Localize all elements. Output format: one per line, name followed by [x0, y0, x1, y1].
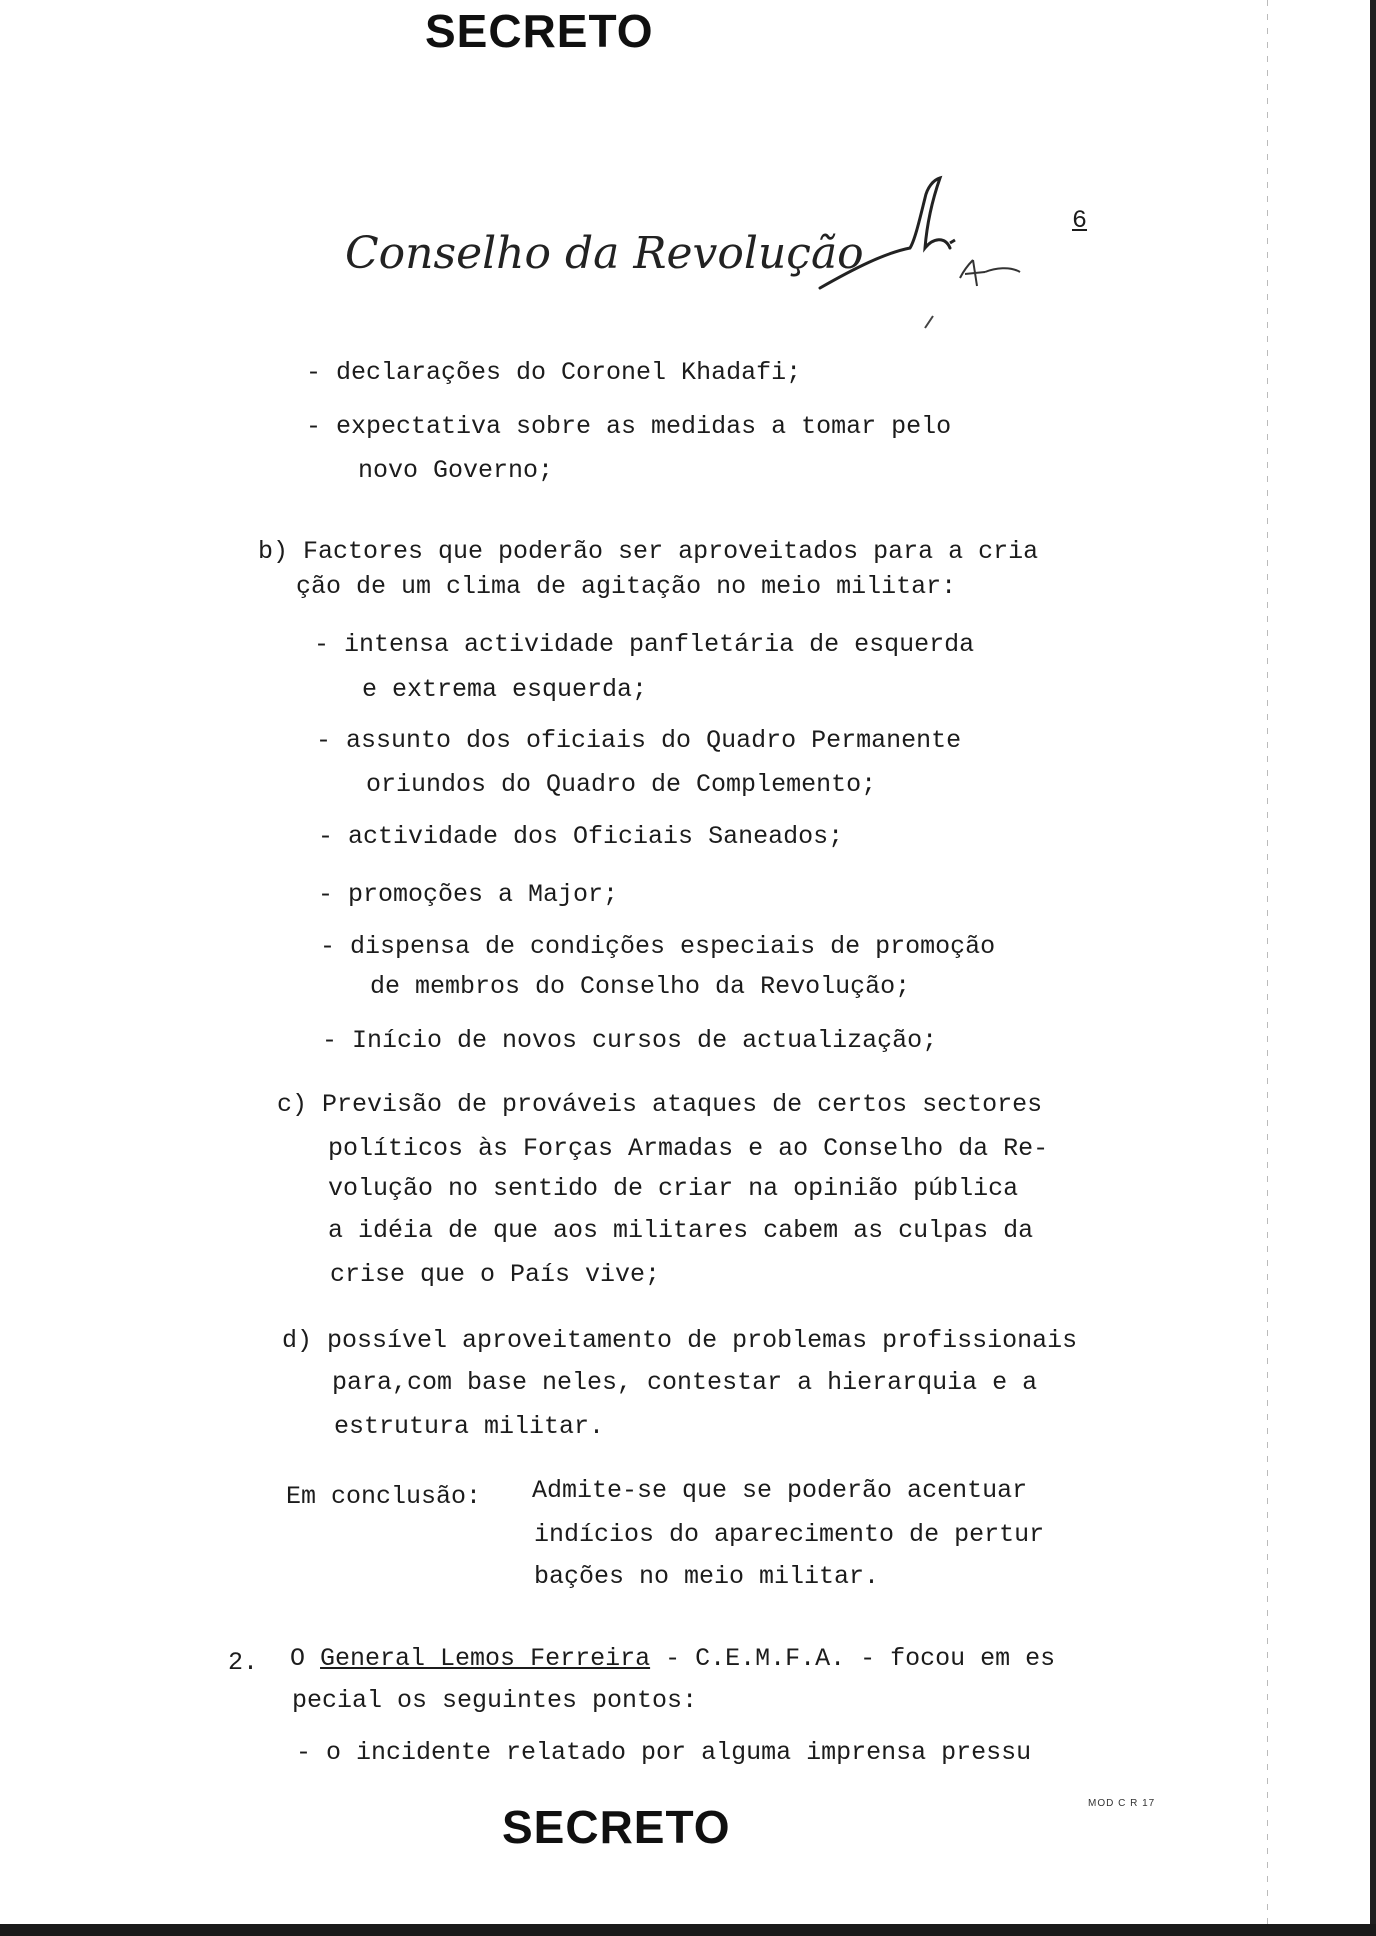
section-b-heading-cont: ção de um clima de agitação no meio militar:	[296, 572, 957, 601]
bullet-item: - promoções a Major;	[318, 880, 619, 909]
conclusion-label: Em conclusão:	[286, 1482, 482, 1511]
bullet-item: - Início de novos cursos de actualização;	[322, 1026, 938, 1055]
classification-stamp-top: SECRETO	[425, 5, 654, 57]
page-number: 6	[1072, 206, 1088, 235]
letterhead-title: Conselho da Revolução	[345, 228, 864, 279]
section-c-line: c) Previsão de prováveis ataques de certos sectores	[277, 1090, 1043, 1119]
handwritten-signature	[815, 168, 1025, 338]
page-edge-dots	[1267, 0, 1268, 1936]
bullet-continuation: e extrema esquerda;	[362, 675, 648, 704]
item-number: 2.	[228, 1648, 259, 1677]
conclusion-text: Admite-se que se poderão acentuar	[532, 1476, 1028, 1505]
bullet-item: - declarações do Coronel Khadafi;	[306, 358, 802, 387]
bullet-item: - dispensa de condições especiais de promoção	[320, 932, 996, 961]
page-edge-right	[1370, 0, 1376, 1936]
paragraph-2-line: pecial os seguintes pontos:	[292, 1686, 698, 1715]
section-d-line: estrutura militar.	[334, 1412, 605, 1441]
section-b-heading: b) Factores que poderão ser aproveitados para a cria	[258, 537, 1039, 566]
bullet-continuation: de membros do Conselho da Revolução;	[370, 972, 911, 1001]
paragraph-2-line	[290, 1644, 1055, 1674]
person-name: General Lemos Ferreira	[320, 1644, 651, 1673]
conclusion-text: bações no meio militar.	[534, 1562, 880, 1591]
paragraph-2-rest: - C.E.M.F.A. - focou em es	[650, 1644, 1056, 1673]
section-d-line: para,com base neles, contestar a hierarquia e a	[332, 1368, 1038, 1397]
bullet-item: - o incidente relatado por alguma imprensa pressu	[296, 1738, 1032, 1767]
paragraph-2-article: O	[290, 1644, 306, 1673]
form-code: MOD C R 17	[1088, 1798, 1156, 1809]
section-c-line: a idéia de que aos militares cabem as culpas da	[328, 1216, 1034, 1245]
section-c-line: crise que o País vive;	[330, 1260, 661, 1289]
section-c-line: volução no sentido de criar na opinião pública	[328, 1174, 1019, 1203]
section-d-line: d) possível aproveitamento de problemas profissionais	[282, 1326, 1078, 1355]
bullet-item: - assunto dos oficiais do Quadro Permanente	[316, 726, 962, 755]
bullet-item: - intensa actividade panfletária de esquerda	[314, 630, 975, 659]
conclusion-text: indícios do aparecimento de pertur	[534, 1520, 1045, 1549]
bullet-continuation: oriundos do Quadro de Complemento;	[366, 770, 877, 799]
page-edge-bottom	[0, 1924, 1376, 1936]
bullet-item: - expectativa sobre as medidas a tomar pelo	[306, 412, 952, 441]
section-c-line: políticos às Forças Armadas e ao Conselho da Re-	[328, 1134, 1049, 1163]
bullet-item: - actividade dos Oficiais Saneados;	[318, 822, 844, 851]
bullet-continuation: novo Governo;	[358, 456, 554, 485]
classification-stamp-bottom: SECRETO	[502, 1801, 731, 1853]
